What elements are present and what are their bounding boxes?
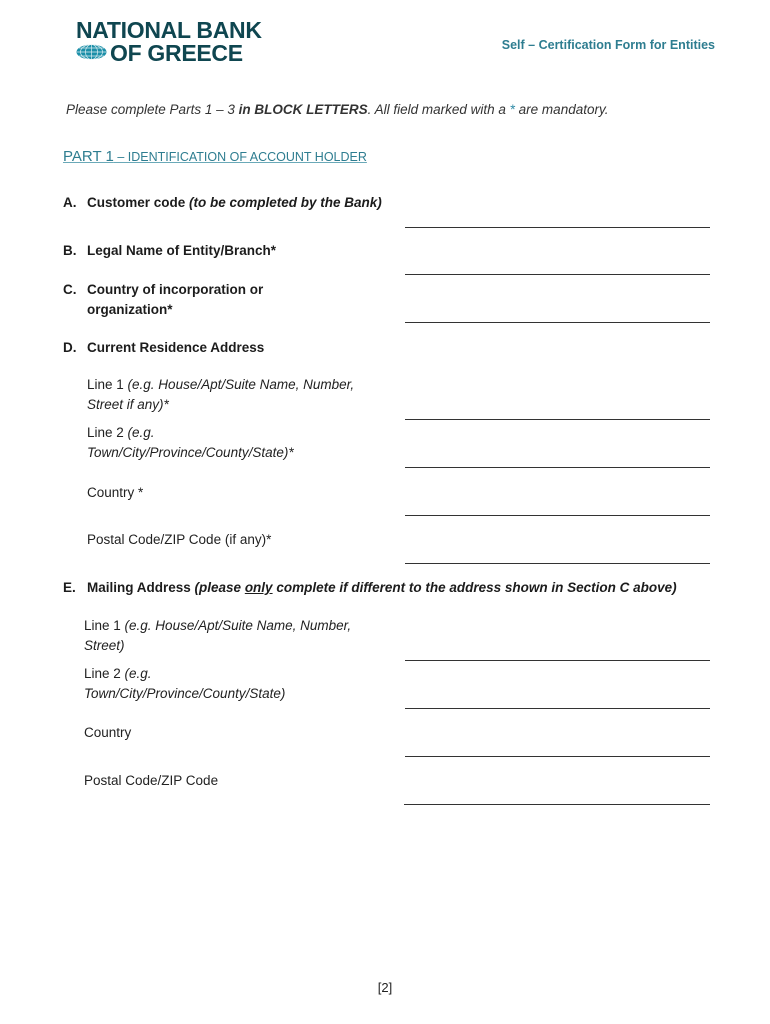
section-e-letter: E.: [63, 580, 76, 595]
residence-line1-field[interactable]: [405, 419, 710, 420]
mailing-line1-label: [84, 616, 351, 655]
residence-postal-label: Postal Code/ZIP Code (if any)*: [87, 532, 272, 547]
mailing-address-title: Mailing Address: [87, 580, 195, 595]
section-b-letter: B.: [63, 243, 77, 258]
instructions-middle: . All field marked with a: [367, 102, 510, 117]
customer-code-field[interactable]: [405, 227, 710, 228]
mailing-line2-label: [84, 664, 285, 703]
section-c-letter: C.: [63, 282, 77, 297]
customer-code-note: (to be completed by the Bank): [189, 195, 382, 210]
page-number: [2]: [377, 980, 393, 995]
section-d-letter: D.: [63, 340, 77, 355]
residence-address-label: Current Residence Address: [87, 340, 265, 355]
mailing-line1-hint-b: Street): [84, 637, 125, 653]
country-incorporation-label: [87, 280, 263, 319]
country-incorporation-label-line1: Country of incorporation or: [87, 282, 264, 297]
country-incorporation-label-line2: organization*: [87, 301, 173, 317]
country-incorporation-field[interactable]: [405, 322, 710, 323]
mailing-country-field[interactable]: [405, 756, 710, 757]
mandatory-asterisk: *: [509, 102, 515, 117]
mailing-line2-hint-a: (e.g.: [124, 666, 152, 681]
residence-line2-label: [87, 423, 294, 462]
section-a-label: [87, 193, 382, 213]
logo-text-line1: NATIONAL BANK: [76, 17, 262, 43]
residence-country-field[interactable]: [405, 515, 710, 516]
mailing-line2-field[interactable]: [405, 708, 710, 709]
globe-emblem-icon: [76, 44, 107, 60]
mailing-line2-prefix: Line 2: [84, 666, 125, 681]
residence-postal-field[interactable]: [405, 563, 710, 564]
instructions-suffix: are mandatory.: [514, 102, 609, 117]
customer-code-label: Customer code: [87, 195, 190, 210]
form-title: Self – Certification Form for Entities: [501, 38, 715, 52]
residence-line2-field[interactable]: [405, 467, 710, 468]
mailing-line1-field[interactable]: [405, 660, 710, 661]
residence-line2-prefix: Line 2: [87, 425, 128, 440]
instructions-prefix: Please complete Parts 1 – 3: [66, 102, 239, 117]
bank-logo: [76, 18, 276, 68]
residence-line1-prefix: Line 1: [87, 377, 128, 392]
mailing-line1-hint-a: (e.g. House/Apt/Suite Name, Number,: [124, 618, 352, 633]
logo-text-line2: OF GREECE: [110, 40, 243, 66]
residence-line2-hint-b: Town/City/Province/County/State)*: [87, 444, 294, 460]
part1-heading: [63, 148, 367, 166]
instructions-emphasis: in BLOCK LETTERS: [238, 102, 368, 117]
residence-line1-hint-a: (e.g. House/Apt/Suite Name, Number,: [127, 377, 355, 392]
section-a-letter: A.: [63, 195, 77, 210]
mailing-address-label: [87, 578, 677, 598]
residence-line1-label: [87, 375, 354, 414]
mailing-postal-label: Postal Code/ZIP Code: [84, 773, 219, 788]
mailing-line1-prefix: Line 1: [84, 618, 125, 633]
legal-name-label: Legal Name of Entity/Branch*: [87, 243, 277, 258]
mailing-postal-field[interactable]: [404, 804, 710, 805]
mailing-note-only: only: [244, 580, 273, 595]
instructions: [66, 102, 608, 117]
mailing-note-a: (please: [194, 580, 245, 595]
mailing-line2-hint-b: Town/City/Province/County/State): [84, 685, 286, 701]
residence-line2-hint-a: (e.g.: [127, 425, 155, 440]
part1-heading-title: – IDENTIFICATION OF ACCOUNT HOLDER: [113, 150, 367, 164]
legal-name-field[interactable]: [405, 274, 710, 275]
mailing-country-label: Country: [84, 725, 132, 740]
residence-line1-hint-b: Street if any)*: [87, 396, 169, 412]
residence-country-label: Country *: [87, 485, 144, 500]
mailing-note-b: complete if different to the address shown in Section C above): [272, 580, 677, 595]
part1-heading-number: PART 1: [63, 148, 114, 165]
